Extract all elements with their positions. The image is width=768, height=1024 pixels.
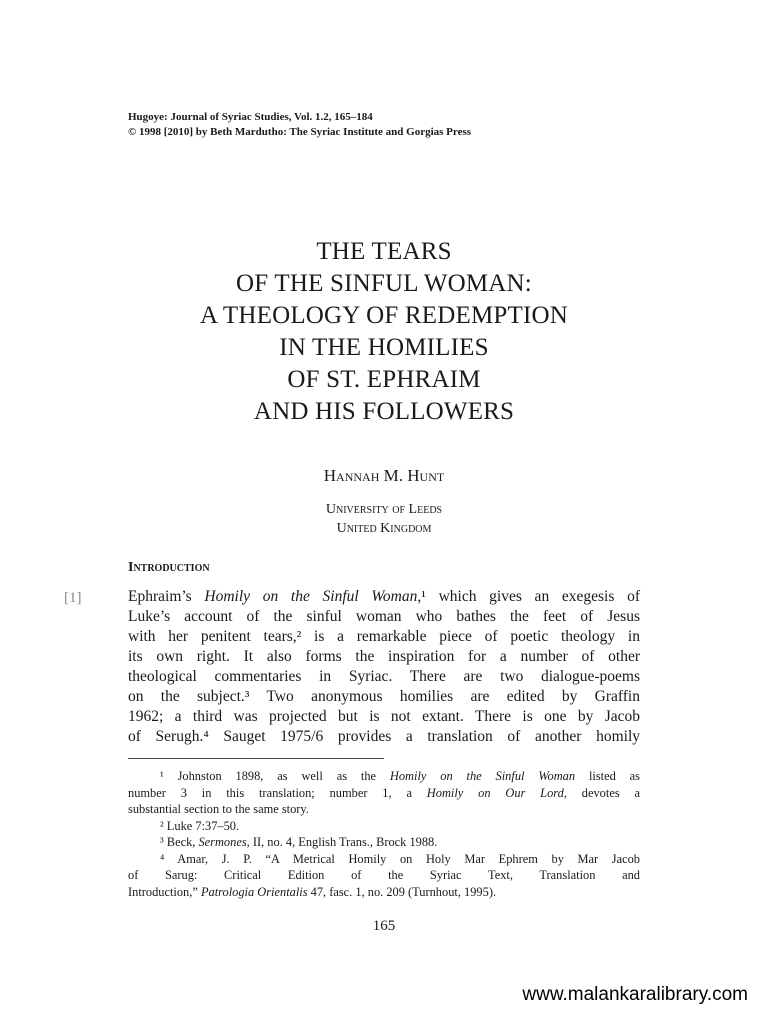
body-text: ,¹ which gives an exegesis of [417, 588, 640, 605]
title-line: THE TEARS [316, 238, 452, 265]
body-line: 1962; a third was projected but is not extant. There is one by Jacob [128, 708, 640, 725]
title-line: IN THE HOMILIES [279, 334, 489, 361]
title-line: OF THE SINFUL WOMAN: [236, 270, 532, 297]
body-line: of Serugh.⁴ Sauget 1975/6 provides a translation of another homily [128, 728, 640, 745]
footnote-text: ³ Beck, [160, 835, 199, 849]
footnote-text: ¹ Johnston 1898, as well as the [160, 769, 390, 783]
footnote-1-line: substantial section to the same story. [128, 802, 309, 816]
journal-header [128, 110, 471, 140]
journal-citation: Hugoye: Journal of Syriac Studies, Vol. 1.2, 165–184 [128, 111, 373, 123]
footnote-divider [128, 758, 384, 759]
body-line: Luke’s account of the sinful woman who bathes the feet of Jesus [128, 608, 640, 625]
title-line: A THEOLOGY OF REDEMPTION [200, 302, 568, 329]
body-text: Ephraim’s [128, 588, 205, 605]
footnote-text: Introduction,” [128, 884, 201, 899]
author-name: Hannah M. Hunt [323, 466, 445, 485]
footnote-text: , II, no. 4, English Trans., Brock 1988. [246, 835, 438, 849]
footnote-text: number 3 in this translation; number 1, a [128, 785, 427, 800]
section-heading: Introduction [128, 560, 210, 575]
footnote-3 [128, 834, 640, 851]
footnote-text: listed as [575, 769, 640, 783]
paragraph-number: [1] [64, 590, 82, 606]
footnote-1 [128, 768, 640, 785]
work-title: Homily on Our Lord, [426, 785, 567, 800]
footnote-4-line [128, 884, 640, 901]
body-line [128, 587, 640, 607]
work-title: Homily on the Sinful Woman [204, 588, 418, 605]
footnote-1-line [128, 785, 640, 802]
work-title: Homily on the Sinful Woman [389, 769, 576, 783]
copyright-line: © 1998 [2010] by Beth Mardutho: The Syriac Institute and Gorgias Press [128, 126, 472, 138]
body-line: on the subject.³ Two anonymous homilies are edited by Graffin [128, 688, 640, 705]
watermark-url: www.malankaralibrary.com [522, 984, 748, 1005]
body-line: its own right. It also forms the inspiration for a number of other [128, 648, 640, 665]
footnote-2: ² Luke 7:37–50. [160, 818, 240, 833]
footnote-text: devotes a [566, 785, 640, 800]
work-title: Patrologia Orientalis [200, 884, 308, 899]
footnote-text: 47, fasc. 1, no. 209 (Turnhout, 1995). [307, 884, 497, 899]
article-title [0, 236, 768, 428]
body-paragraph [128, 587, 640, 747]
footnote-4-line: of Sarug: Critical Edition of the Syriac Text, Translation and [128, 868, 640, 882]
footnotes [128, 768, 640, 900]
work-title: Sermones [198, 835, 247, 849]
body-line: with her penitent tears,² is a remarkable piece of poetic theology in [128, 628, 640, 645]
author-affiliation [0, 500, 768, 538]
footnote-4: ⁴ Amar, J. P. “A Metrical Homily on Holy Mar Ephrem by Mar Jacob [160, 851, 640, 866]
body-line: theological commentaries in Syriac. There are two dialogue-poems [128, 668, 640, 685]
title-line: AND HIS FOLLOWERS [253, 398, 515, 425]
affiliation-country: United Kingdom [336, 521, 432, 536]
page-number: 165 [372, 918, 396, 934]
title-line: OF ST. EPHRAIM [287, 366, 481, 393]
affiliation-university: University of Leeds [325, 502, 443, 517]
